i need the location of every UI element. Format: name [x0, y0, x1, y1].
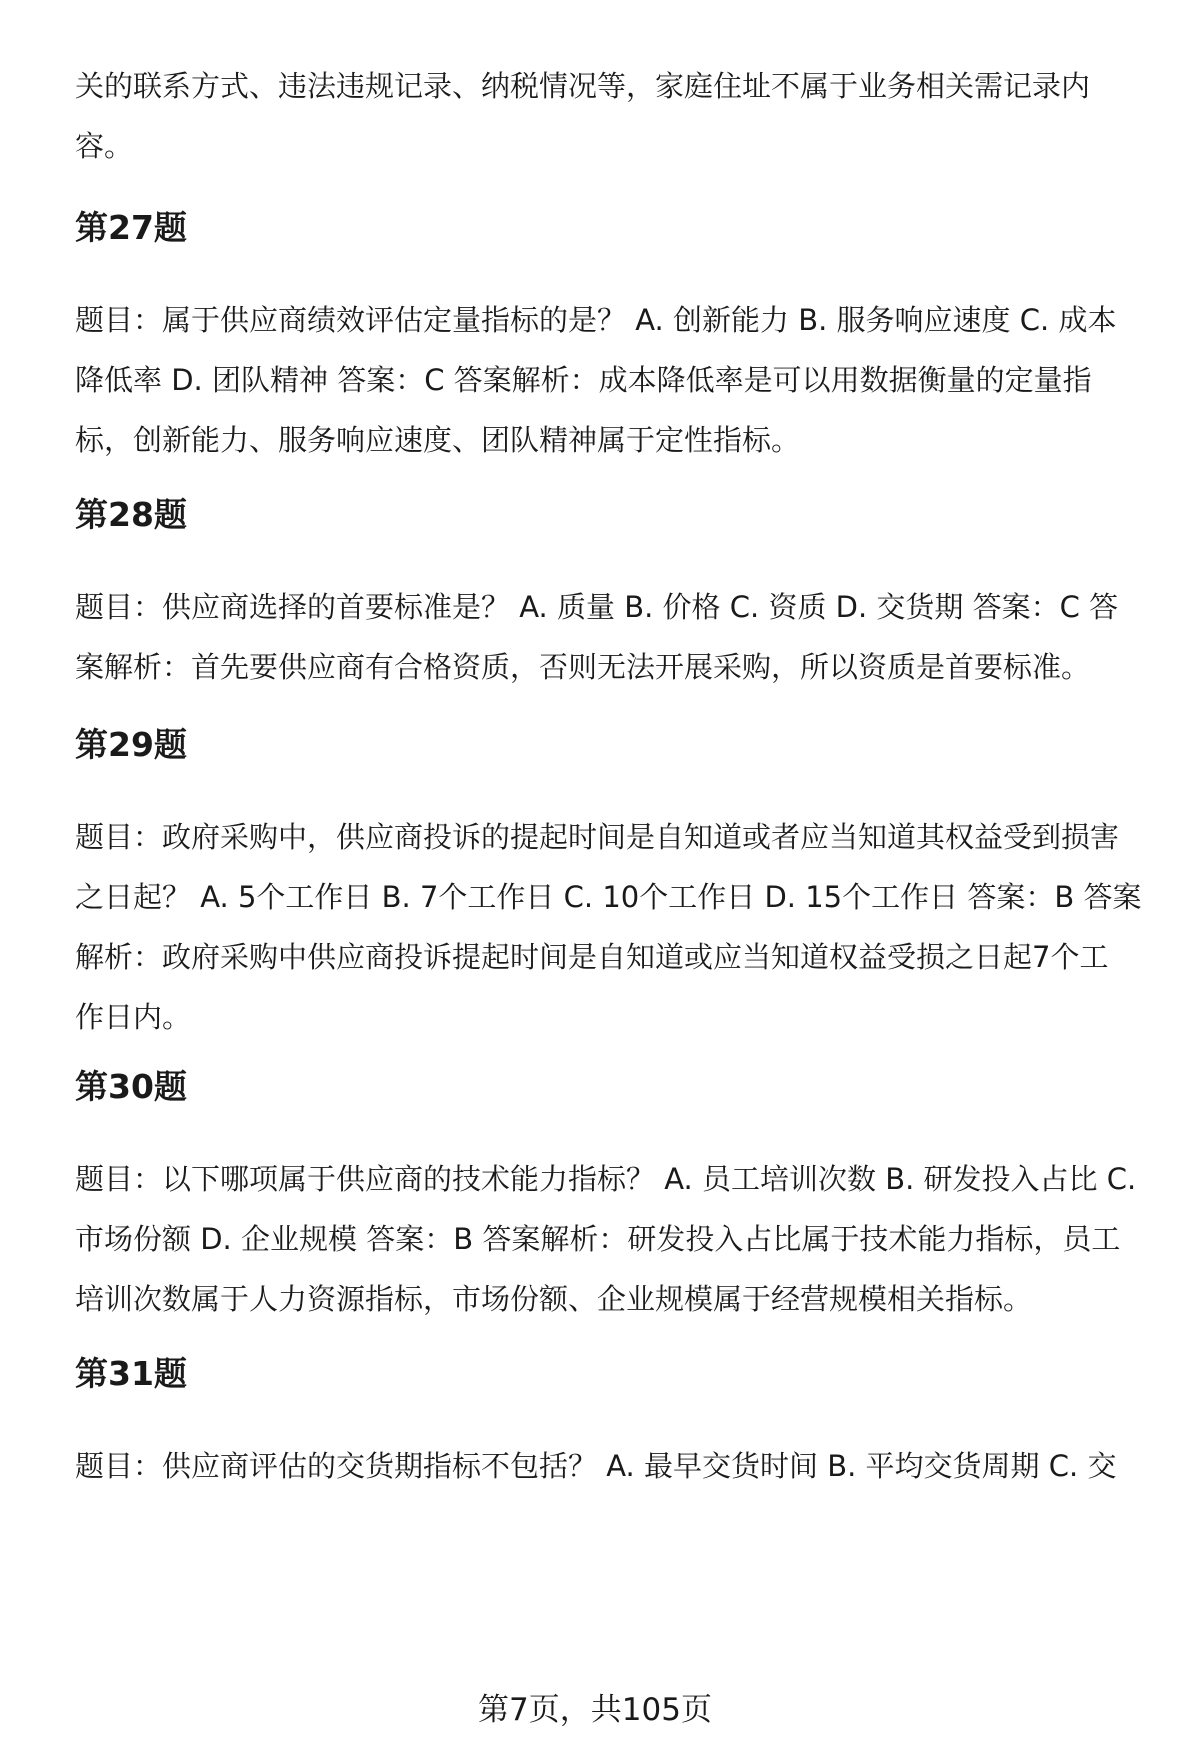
text-line: 容。 — [75, 129, 134, 163]
text-line: 题目：供应商评估的交货期指标不包括？ A. 最早交货时间 B. 平均交货周期 C. 交 — [75, 1449, 1117, 1483]
question-title: 第27题 — [75, 208, 187, 247]
text-line: 市场份额 D. 企业规模 答案：B 答案解析：研发投入占比属于技术能力指标，员工 — [75, 1222, 1121, 1256]
question-title: 第28题 — [75, 495, 187, 534]
question-31-body — [75, 1436, 1116, 1496]
question-27-body — [75, 290, 1116, 470]
question-31 — [75, 1352, 187, 1396]
question-title: 第30题 — [75, 1067, 187, 1106]
intro-paragraph — [75, 56, 1090, 176]
text-line: 培训次数属于人力资源指标，市场份额、企业规模属于经营规模相关指标。 — [75, 1282, 1033, 1316]
text-line: 标，创新能力、服务响应速度、团队精神属于定性指标。 — [75, 423, 801, 457]
question-29 — [75, 723, 187, 767]
question-28 — [75, 493, 187, 537]
question-title: 第31题 — [75, 1354, 187, 1393]
text-line: 之日起？ A. 5个工作日 B. 7个工作日 C. 10个工作日 D. 15个工作日 答案：B 答案 — [75, 880, 1142, 914]
text-line: 题目：政府采购中，供应商投诉的提起时间是自知道或者应当知道其权益受到损害 — [75, 820, 1120, 854]
text-line: 案解析：首先要供应商有合格资质，否则无法开展采购，所以资质是首要标准。 — [75, 650, 1091, 684]
question-29-body — [75, 807, 1141, 1047]
text-line: 题目：供应商选择的首要标准是？ A. 质量 B. 价格 C. 资质 D. 交货期 答案：C 答 — [75, 590, 1119, 624]
text-line: 关的联系方式、违法违规记录、纳税情况等，家庭住址不属于业务相关需记录内 — [75, 69, 1091, 103]
question-30 — [75, 1065, 187, 1109]
question-27 — [75, 206, 187, 250]
question-title: 第29题 — [75, 725, 187, 764]
text-line: 题目：以下哪项属于供应商的技术能力指标？ A. 员工培训次数 B. 研发投入占比 C. — [75, 1162, 1137, 1196]
text-line: 降低率 D. 团队精神 答案：C 答案解析：成本降低率是可以用数据衡量的定量指 — [75, 363, 1092, 397]
question-30-body — [75, 1149, 1136, 1329]
text-line: 解析：政府采购中供应商投诉提起时间是自知道或应当知道权益受损之日起7个工 — [75, 940, 1109, 974]
page-number: 第7页，共105页 — [478, 1692, 712, 1728]
text-line: 题目：属于供应商绩效评估定量指标的是？ A. 创新能力 B. 服务响应速度 C. 成本 — [75, 303, 1117, 337]
question-28-body — [75, 577, 1118, 697]
text-line: 作日内。 — [75, 1000, 192, 1034]
